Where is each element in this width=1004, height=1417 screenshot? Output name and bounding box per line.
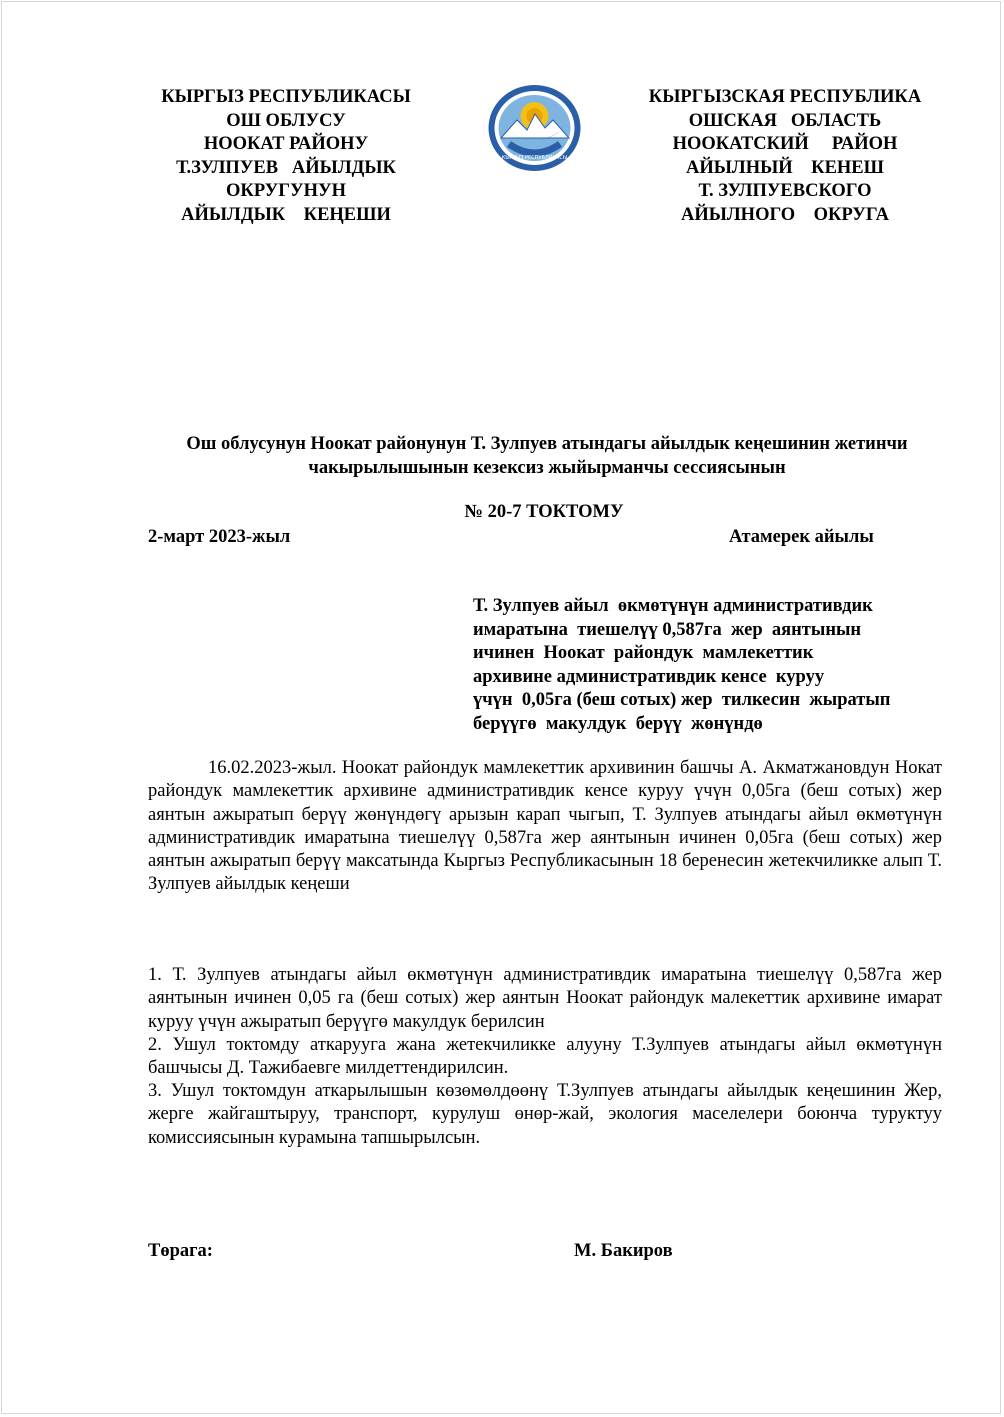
subject-line: архивине административдик кенсе куруу (473, 666, 825, 687)
signature-name: М. Бакиров (574, 1241, 673, 1261)
document-number: № 20-7 ТОКТОМУ (464, 502, 624, 522)
title-line: Ош облусунун Ноокат районунун Т. Зулпуев атындагы айылдык кеңешинин жетинчи (186, 434, 908, 454)
resolution-subject (473, 595, 943, 736)
header-line: Т.ЗУЛПУЕВ АЙЫЛДЫК (176, 157, 396, 178)
header-line: ОШ ОБЛУСУ (226, 110, 346, 131)
subject-line: үчүн 0,05га (беш сотых) жер тилкесин жыратып (473, 690, 891, 710)
header-line: НООКАТ РАЙОНУ (203, 134, 369, 154)
document-page (1, 1, 1001, 1414)
subject-line: ичинен Ноокат райондук мамлекеттик (473, 643, 814, 663)
header-line: НООКАТСКИЙ РАЙОН (672, 134, 898, 154)
header-line: АЙЫЛДЫК КЕҢЕШИ (181, 204, 391, 225)
decision-item-3: 3. Ушул токтомдун аткарылышын көзөмөлдөөнү Т.Зулпуев атындагы айылдык кеңешинин Жер, жерге жайгаштыруу, транспорт, курулуш өнөр-жай, экология маселелери боюнча туруктуу комиссиясынын курамына тапшырылсын. (148, 1081, 942, 1148)
state-emblem-icon (487, 84, 582, 172)
document-place: Атамерек айылы (729, 527, 874, 547)
header-line: КЫРГЫЗ РЕСПУБЛИКАСЫ (161, 87, 411, 107)
header-kyrgyz (120, 86, 452, 227)
signature-label: Төрага: (148, 1241, 213, 1261)
document-date: 2-март 2023-жыл (148, 527, 291, 547)
header-line: АЙЫЛНОГО ОКРУГА (680, 204, 890, 225)
subject-line: берүүгө макулдук берүү жөнүндө (473, 713, 763, 734)
header-russian (618, 86, 952, 227)
header-line: КЫРГЫЗСКАЯ РЕСПУБЛИКА (648, 87, 922, 107)
subject-line: имаратына тиешелүү 0,587га жер аянтынын (473, 619, 862, 640)
header-line: ОКРУГУНУН (226, 181, 346, 201)
decision-item-2: 2. Ушул токтомду аткарууга жана жетекчиликке алууну Т.Зулпуев атындагы айыл өкмөтүнүн башчысы Д. Тажибаевге милдеттендирилсин. (148, 1035, 942, 1079)
subject-line: Т. Зулпуев айыл өкмөтүнүн административдик (473, 596, 873, 616)
decision-item-1: 1. Т. Зулпуев атындагы айыл өкмөтүнүн административдик имаратына тиешелүү 0,587га жер аянтынын ичинен 0,05 га (беш сотых) жер аянтын Ноокат райондук малекеттик архивине имарат куруу үчүн ажыратып берүүгө макулдук берилсин (148, 965, 942, 1032)
emblem-text: КЫРГЫЗ РЕСПУБЛИКАСЫ (501, 155, 568, 161)
header-line: Т. ЗУЛПУЕВСКОГО (698, 181, 872, 201)
intro-paragraph: 16.02.2023-жыл. Ноокат райондук мамлекеттик архивинин башчы А. Акматжановдун Нокат райондук мамлекеттик архивине административдик кенсе куруу үчүн 0,05га (беш сотых) жер аянтын ажыратып берүү жөнүндөгү арызын карап чыгып, Т. Зулпуев атындагы айыл өкмөтүнүн административдик имаратына тиешелүү 0,587га жер аянтынын ичинен 0,05га (беш сотых) жер аянтын ажыратып берүү максатында Кыргыз Республикасынын 18 беренесин жетекчиликке алып Т. Зулпуев айылдык кеңеши (148, 758, 942, 895)
header-line: АЙЫЛНЫЙ КЕНЕШ (686, 157, 884, 178)
title-line: чакырылышынын кезексиз жыйырманчы сессиясынын (308, 458, 786, 478)
session-title (122, 432, 972, 480)
header-line: ОШСКАЯ ОБЛАСТЬ (688, 110, 882, 131)
